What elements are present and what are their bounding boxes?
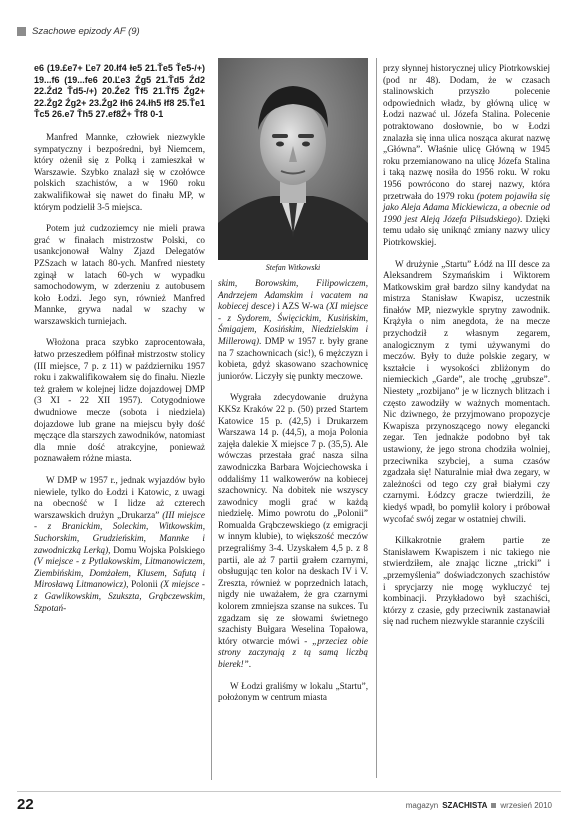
team-roster: (III miejsce - z Branickim, Soleckim, Witkowskim, Suchorskim, Grudzieńskim, Mannke i zawodniczką Lerką) [34, 509, 205, 555]
footer-info [406, 801, 552, 810]
chess-moves: e6 (19.£e7+ Ľe7 20.łf4 łe5 21.Ťe5 Ťe5-/+) 19...f6 (19...fe6 20.Ľe3 Źg5 21.Ťd5 Źd2 22.Źd2 Ťd5-/+) 20.Źe2 Ťf5 21.Ťf5 Źg2+ 22.Źg2 Źg2+ 23.Źg2 łh6 24.łh5 łf8 25.Ťe1 Ťc5 26.e7 Ťh5 27.ef8Ź+ Ťf8 0-1 [34, 63, 205, 120]
text-run: przy słynnej historycznej ulicy Piotrkowskiej (pod nr 48). Dodam, że w czasach stalinowskich przyszło polecenie odpowiednich władz, by główną ulicę w Łodzi nazwać ul. Józefa Stalina. Polecenie potraktowano dosłownie, bo w Łodzi znalazła się inna ulica nosząca akurat nazwę „Główna”. Właśnie ulicę Główną w 1945 roku przemianowano na ulicę Józefa Stalina i taką nazwę nosiła do 1956 roku. W roku 1956 powrócono do starej nazwy, która przetrwała do 1979 roku [383, 63, 550, 201]
footer-separator-icon [491, 803, 496, 808]
team-roster: (XI miejsce - z Sydorem, Święcickim, Kusińskim, Śmigajem, Kosińskim, Niedzielskim i Millerową) [218, 301, 368, 346]
paragraph [383, 63, 550, 249]
text-run: , Polonii [126, 579, 161, 590]
text-run: i AZS W-wa [274, 301, 327, 312]
team-roster: (X miejsce - z Gawlikowskim, Szukszta, Grąbczewskim, Szpotań- [34, 579, 205, 613]
paragraph [218, 278, 368, 382]
text-run: . [248, 659, 252, 669]
column-1 [34, 63, 205, 624]
paragraph: Potem już cudzoziemcy nie mieli prawa grać w finałach mistrzostw Polski, co usankcjonował Walny Zjazd Delegatów PZSzach w latach 80-ych. Manfred niestety zginął w latach 60-ych w wypadku samochodowym, w zderzeniu z autobusem koło Łodzi. Jego syn, również Manfred Mannke, grywa nadal w szachy w warszawskich turniejach. [34, 223, 205, 326]
quote: „przeciez obie strony zaczynają z tą samą liczbą bierek!” [218, 635, 368, 669]
paragraph: W drużynie „Startu” Łódź na III desce za Aleksandrem Szymańskim i Wiktorem Matkowskim grał bardzo silny kandydat na mistrza Stanisław Kwapisz, uczestnik finałów MP, niezwykle sprytny zawodnik. Krążyła o nim anegdota, że na mecze przychodził z własnym zegarem, analogicznym z tymi używanymi do meczów. Były to duże polskie zegary, w kształcie i wysokości zbliżonym do niemieckich „Garde”, ale trochę „grubsze”. Niestety „rozbijano” je w licznych blitzach i często zawodziły w ważnych momentach. Nic dziwnego, że przyjmowano propozycje Kwapisza przynoszącego nowy elegancki zegar. Ten jednakże podobno był tak ustawiony, że jego strona chodziła wolniej, przeciwnika szybciej, a suma czasów zgadzała się! Naturalnie miał dwa zegary, w zależności od tego czy grał białymi czy czarnymi. Łódzcy gracze twierdzili, że kiedyś wpadł, bo pomylił kolory i próbował wycofać swój zegar w ostatniej chwili. [383, 258, 550, 524]
column-2 [218, 278, 368, 714]
team-roster: (V miejsce - z Pytlakowskim, Litmanowiczem, Ziembińskim, Domżałem, Klusem, Safutą i Mirosławą Litmanowicz) [34, 556, 205, 590]
text-run: W DMP w 1957 r., jednak wyjazdów było niewiele, tylko do Łodzi i Katowic, z uwagi na obecność w I lidze aż czterech warszawskich drużyn „Drukarza” [34, 475, 205, 520]
aside: (potem pojawiła się jako Aleja Adama Mickiewicza, a obecnie od 1990 jest Aleją Józefa Piłsudskiego) [383, 190, 550, 224]
paragraph: Kilkakrotnie grałem partie ze Stanisławem Kwapiszem i nic takiego nie stwierdziłem, ale znając liczne „tricki” i „przemyślenia” doświadczonych szachistów i sprycjarzy nie mogę wykluczyć tej kombinacji. Przykładowo był szachiści, którzy z czasie, gdy przeciwnik zastanawiał się nad ruchem niezwykle starannie czyścili [383, 535, 550, 627]
portrait-photo [218, 58, 368, 260]
section-title: Szachowe epizody AF (9) [32, 26, 140, 37]
paragraph [34, 475, 205, 614]
paragraph: Włożona praca szybko zaprocentowała, łatwo przeszedłem półfinał mistrzostw stolicy (III miejsce, 7 p. z 11) w październiku 1957 roku i zakwalifikowałem się do finału. Niezle też grałem w kolejnej lidze dojazdowej DMP (3 XI - 22 XII 1957). Cotygodniowe dwudniowe mecze (sobota i niedziela) dojazdowe lub grane na miejscu były dość męczące dla starszych zawodników, natomiast dla mnie dość atrakcyjne, ponieważ poznawałem różne miasta. [34, 337, 205, 464]
text-run: . DMP w 1957 r. były grane na 7 szachownicach (sic!), 6 mężczyzn i kobieta, gdyż skasowano szachownicę juniorów. Liczyły się punkty meczowe. [218, 335, 368, 381]
section-header [17, 26, 140, 37]
text-run: Wygrała zdecydowanie drużyna KKSz Kraków 22 p. (50) przed Startem Katowice 15 p. (42,5) i Drukarzem Warszawa 14 p. (44,5), a moja Polonia zajęła dalekie X miejsce 7 p. (35,5). Ale wówczas przestała grać nasza silna zawodniczka Barbara Wojciechowska i oddaliśmy 11 walkowerów na kobiecej szachownicy. Na dobitek nie wszyscy zawodnicy mogli grać w każdą niedzielę. Mimo powrotu do „Polonii” Romualda Grąbczewskiego (z emigracji w innym klubie), to większość meczów przegraliśmy 3-4. Uzyskałem 4,5 p. z 8 partii, ale aż 7 partii grałem czarnymi, obsługując ten kolor na deskach IV i V. Zreszta, również w poprzednich latach, nigdy nie uważałem, że gra czarnymi kolorem zmniejsza szanse na sukces. Tu zgadzam się ze słowami świetnego szachisty Bułgara Weselina Topałowa, który otwarcie mówi - [218, 392, 368, 646]
column-3 [383, 63, 550, 638]
text-run: . Dzięki temu udało się uniknąć zmiany nazwy ulicy Piotrkowskiej. [383, 213, 550, 247]
section-marker-icon [17, 27, 26, 36]
page-number: 22 [17, 796, 34, 813]
paragraph [218, 392, 368, 670]
column-divider [376, 58, 377, 778]
photo-caption: Stefan Witkowski [265, 263, 321, 272]
magazine-label: magazyn [405, 801, 439, 810]
paragraph: Manfred Mannke, człowiek niezwykle sympatyczny i bezpośredni, był Niemcem, który ożenił się z Polką i zamieszkał w Warszawie. Szybko znalazł się w czołówce polskich szachistów, a w 1960 roku zakwalifikował się nawet do finału MP, w którym podzielił 3-5 miejsca. [34, 131, 205, 212]
footer-divider [17, 791, 561, 792]
magazine-brand: SZACHISTA [442, 801, 488, 810]
team-roster: skim, Borowskim, Filipowiczem, Andrzejem Adamskim i vacatem na kobiecej desce) [218, 278, 368, 312]
text-run: , Domu Wojska Polskiego [108, 544, 205, 555]
column-divider [211, 280, 212, 780]
portrait-image [218, 58, 368, 260]
paragraph: W Łodzi graliśmy w lokalu „Startu”, położonym w centrum miasta [218, 680, 368, 703]
issue-date: wrzesień 2010 [500, 801, 552, 810]
